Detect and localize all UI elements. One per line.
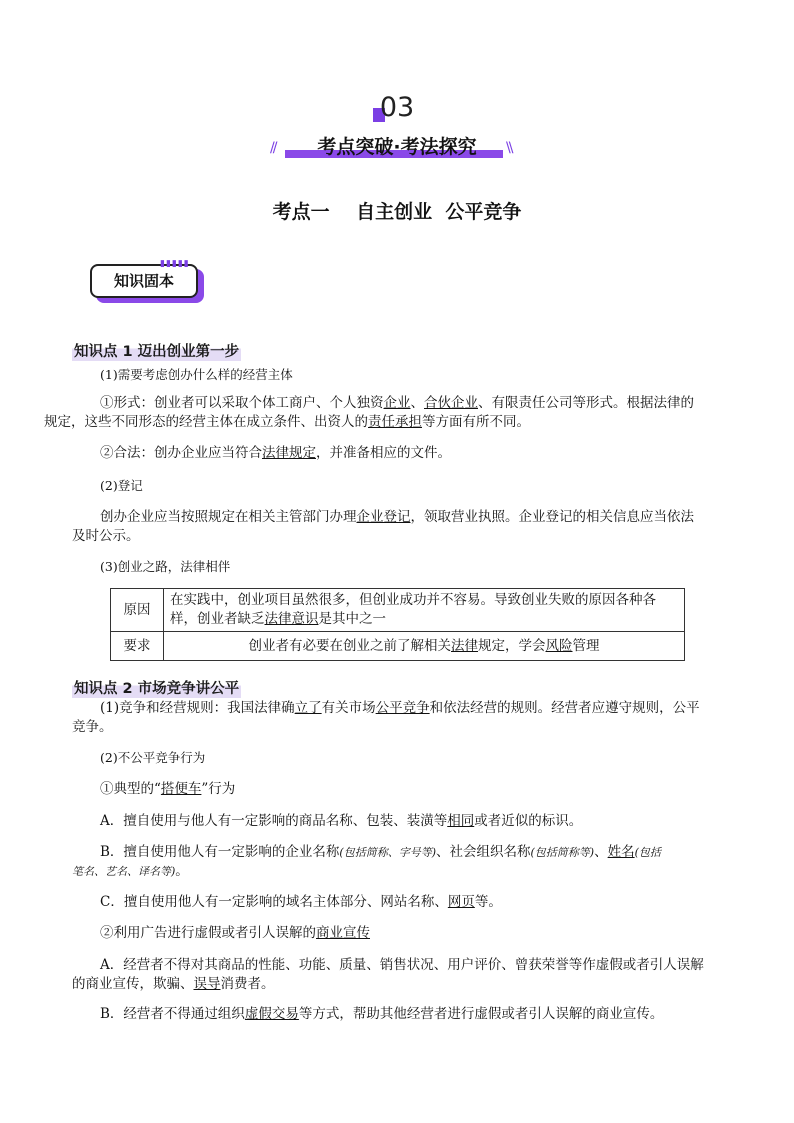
kp1-s3-title: (3)创业之路，法律相伴 — [100, 559, 231, 574]
kp2-item-b2: B．经营者不得通过组织虚假交易等方式，帮助其他经营者进行虚假或者引人误解的商业宣传。 — [100, 1006, 664, 1022]
table-cell-reason: 在实践中，创业项目虽然很多，但创业成功并不容易。导致创业失败的原因各种各 样，创业者缺乏法律意识是其中之一 — [164, 589, 685, 632]
kp2-item-a2: A．经营者不得对其商品的性能、功能、质量、销售状况、用户评价、曾获荣誉等作虚假或者引人误解 的商业宣传，欺骗、误导消费者。 — [72, 957, 704, 992]
knowledge-badge: 知识固本 — [90, 264, 198, 298]
kp2-s2-title: (2)不公平竞争行为 — [100, 750, 206, 765]
kp1-s2-title: (2)登记 — [100, 478, 143, 493]
kp2-item-c1: C．擅自使用他人有一定影响的域名主体部分、网站名称、网页等。 — [100, 894, 502, 910]
table-row — [111, 589, 685, 632]
table-row-label: 要求 — [111, 632, 164, 661]
kp1-heading: 知识点 1 迈出创业第一步 — [72, 340, 241, 361]
table-row-label: 原因 — [111, 589, 164, 632]
kp1-s1-title: (1)需要考虑创办什么样的经营主体 — [100, 367, 293, 382]
topic-title: 考点一 自主创业 公平竞争 — [272, 201, 522, 223]
table-row — [111, 632, 685, 661]
section-number: 03 — [379, 92, 415, 123]
slash-decoration-right: \\ — [506, 140, 512, 156]
kp2-type2-title: ②利用广告进行虚假或者引人误解的商业宣传 — [100, 925, 370, 941]
kp2-item-a1: A．擅自使用与他人有一定影响的商品名称、包装、装潢等相同或者近似的标识。 — [100, 813, 583, 829]
kp2-type1-title: ①典型的“搭便车”行为 — [100, 781, 236, 797]
kp2-item-b1: B．擅自使用他人有一定影响的企业名称(包括简称、字号等)、社会组织名称(包括简称等)、姓名(包括 笔名、艺名、译名等)。 — [72, 844, 661, 879]
kp1-legal-paragraph: ②合法：创办企业应当符合法律规定，并准备相应的文件。 — [100, 445, 451, 461]
section-title: 考点突破·考法探究 — [317, 136, 477, 158]
kp1-form-paragraph: ①形式：创业者可以采取个体工商户、个人独资企业、合伙企业、有限责任公司等形式。根据法律的 规定，这些不同形态的经营主体在成立条件、出资人的责任承担等方面有所不同。 — [44, 395, 694, 430]
notebook-rings-icon: ▮▮▮▮▮ — [160, 259, 190, 269]
entrepreneurship-law-table — [110, 588, 685, 661]
kp2-heading: 知识点 2 市场竞争讲公平 — [72, 677, 241, 698]
kp1-registration-paragraph: 创办企业应当按照规定在相关主管部门办理企业登记，领取营业执照。企业登记的相关信息应当依法 及时公示。 — [72, 509, 694, 544]
kp2-competition-paragraph: (1)竞争和经营规则：我国法律确立了有关市场公平竞争和依法经营的规则。经营者应遵守规则，公平 竞争。 — [72, 700, 700, 735]
table-cell-requirement: 创业者有必要在创业之前了解相关法律规定，学会风险管理 — [164, 632, 685, 661]
slash-decoration-left: // — [270, 140, 276, 156]
